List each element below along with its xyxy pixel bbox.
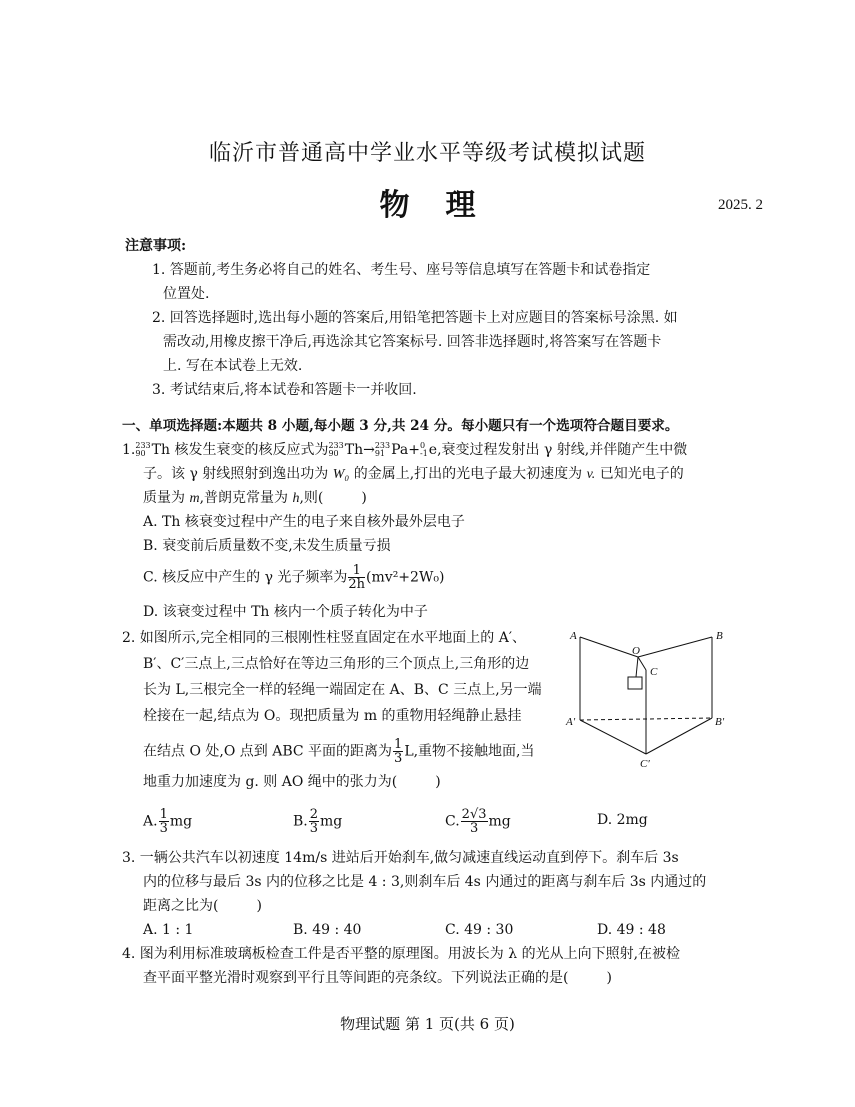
q3-option-b: B. 49 : 40 (293, 922, 362, 938)
label-o: O (632, 645, 640, 657)
q2-line2: B′、C′三点上,三点恰好在等边三角形的三个顶点上,三角形的边 (143, 656, 530, 672)
q2-option-d: D. 2mg (597, 812, 648, 828)
rope-weight (636, 657, 638, 677)
q4-line1: 4. 图为利用标准玻璃板检查工件是否平整的原理图。用波长为 λ 的光从上向下照射,在被检 (122, 946, 681, 962)
notice-item: 3. 考试结束后,将本试卷和答题卡一并收回. (152, 382, 417, 398)
rope-co (638, 657, 646, 670)
fraction: $\frac{1}{3}$ (394, 737, 403, 766)
rope-bo (638, 637, 712, 657)
rope-ao (580, 637, 638, 657)
q3-line2: 内的位移与最后 3s 内的位移之比是 4 : 3,则刹车后 4s 内通过的距离与刹车后 3s 内通过的 (143, 874, 707, 890)
q3-line3: 距离之比为( ) (143, 898, 262, 914)
q2-line3: 长为 L,三根完全一样的轻绳一端固定在 A、B、C 三点上,另一端 (143, 682, 542, 698)
base-bc (646, 718, 712, 754)
q1-option-d: D. 该衰变过程中 Th 核内一个质子转化为中子 (143, 604, 428, 620)
q3-line1: 3. 一辆公共汽车以初速度 14m/s 进站后开始刹车,做匀减速直线运动直到停下。刹车后 3s (122, 850, 679, 866)
q2-option-a: A. $\frac{1}{3}$ mg (143, 807, 193, 836)
q2-option-c: C. $\frac{2√3}{3}$ mg (445, 807, 511, 836)
notice-item: 需改动,用橡皮擦干净后,再选涂其它答案标号. 回答非选择题时,将答案写在答题卡 (163, 334, 662, 350)
weight-block (628, 677, 642, 689)
subject-title: 物理 (379, 188, 512, 223)
page-footer: 物理试题 第 1 页(共 6 页) (340, 1015, 515, 1033)
isotope-th: 233 90 (328, 441, 344, 458)
q1-option-b: B. 衰变前后质量数不变,未发生质量亏损 (143, 538, 391, 554)
exam-title: 临沂市普通高中学业水平等级考试模拟试题 (208, 141, 646, 166)
q2-prism-figure (560, 625, 730, 770)
notice-item: 2. 回答选择题时,选出每小题的答案后,用铅笔把答题卡上对应题目的答案标号涂黑. 如 (152, 310, 678, 326)
q1-option-c: C. 核反应中产生的 γ 光子频率为 $\frac{1}{2h}$ (mv²+2W₀) (143, 563, 445, 592)
label-c: C (650, 666, 658, 678)
base-ac (580, 720, 646, 754)
question-number: 1. (122, 442, 136, 458)
notice-heading: 注意事项: (125, 238, 187, 254)
fraction: $\frac{1}{2h}$ (348, 563, 366, 592)
notice-item: 1. 答题前,考生务必将自己的姓名、考生号、座号等信息填写在答题卡和试卷指定 (152, 262, 651, 278)
label-b: B (716, 630, 723, 642)
q4-line2: 查平面平整光滑时观察到平行且等间距的亮条纹。下列说法正确的是( ) (143, 970, 612, 986)
q2-line1: 2. 如图所示,完全相同的三根刚性柱竖直固定在水平地面上的 A′、 (122, 630, 526, 646)
q3-option-c: C. 49 : 30 (445, 922, 514, 938)
notice-item: 上. 写在本试卷上无效. (163, 358, 303, 374)
isotope-e: 0 -1 (419, 441, 428, 458)
q2-line6: 地重力加速度为 g. 则 AO 绳中的张力为( ) (143, 774, 441, 790)
label-b-prime: B′ (715, 716, 725, 728)
q1-line1: 1. 233 90 Th 核发生衰变的核反应式为 233 90 Th→ 233 91 Pa+ 0 -1 e,衰变过程发射出 γ 射线,并伴随产生中微 (122, 441, 688, 458)
label-a-prime: A′ (566, 716, 576, 728)
isotope-pa: 233 91 (374, 441, 391, 458)
q1-line2: 子。该 γ 射线照射到逸出功为 W₀ 的金属上,打出的光电子最大初速度为 v. 已知光电子的 (143, 466, 684, 482)
q2-line5: 在结点 O 处,O 点到 ABC 平面的距离为 $\frac{1}{3}$ L,重物不接触地面,当 (143, 737, 535, 766)
q1-option-a: A. Th 核衰变过程中产生的电子来自核外最外层电子 (143, 514, 465, 530)
notice-item: 位置处. (163, 286, 210, 302)
section-heading: 一、单项选择题:本题共 8 小题,每小题 3 分,共 24 分。每小题只有一个选项符合题目要求。 (122, 418, 679, 434)
q2-line4: 栓接在一起,结点为 O。现把质量为 m 的重物用轻绳静止悬挂 (143, 708, 522, 724)
element-th: Th (151, 442, 170, 458)
exam-date: 2025. 2 (718, 197, 763, 213)
q1-line3: 质量为 m,普朗克常量为 h,则( ) (143, 490, 367, 506)
label-a: A (570, 630, 577, 642)
arrow-icon: → (363, 442, 375, 458)
q3-option-d: D. 49 : 48 (597, 922, 666, 938)
label-c-prime: C′ (640, 758, 650, 770)
q1-text: 核发生衰变的核反应式为 (174, 442, 329, 458)
isotope-th: 233 90 (135, 441, 151, 458)
q2-option-b: B. $\frac{2}{3}$ mg (293, 807, 343, 836)
q3-option-a: A. 1 : 1 (143, 922, 194, 938)
